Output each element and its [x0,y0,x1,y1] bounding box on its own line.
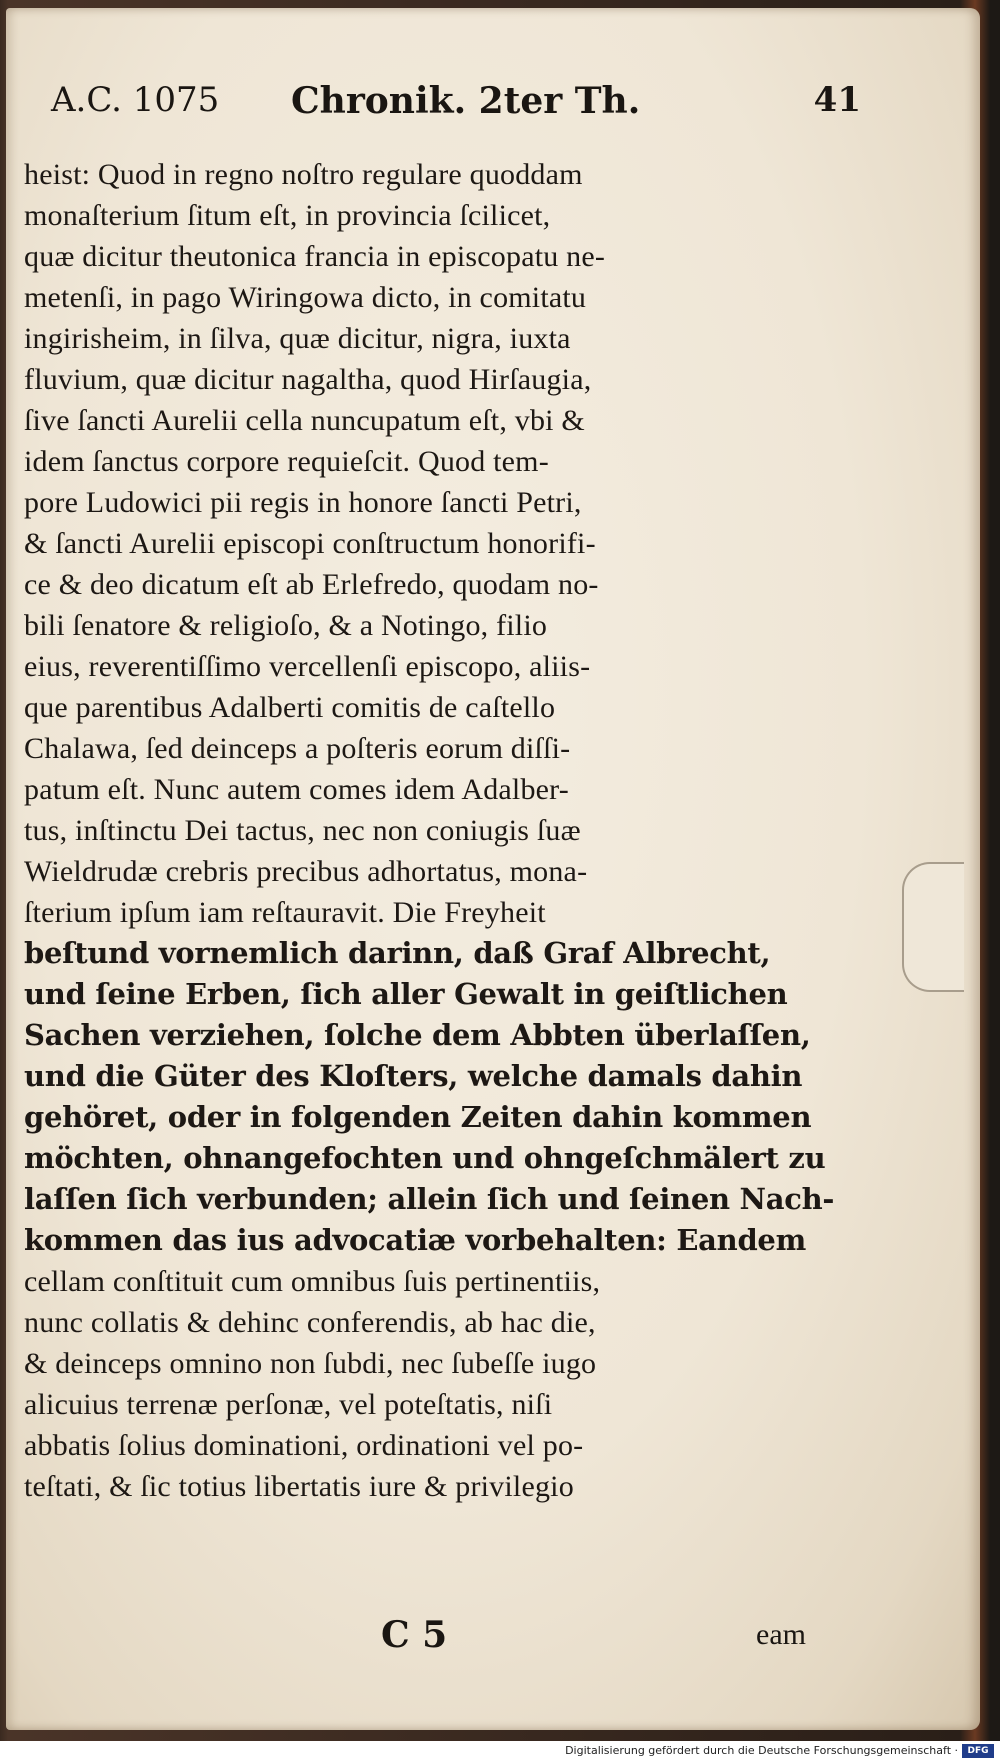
text-line: pore Ludowici pii regis in honore ſancti Petri, [24,486,582,519]
text-line: möchten, ohnangefochten und ohngeſchmälert zu [24,1141,826,1175]
text-line: ce & deo dicatum eſt ab Erlefredo, quodam no- [24,568,599,601]
page-number: 41 [813,80,861,120]
credit-bar [0,1741,1000,1761]
text-line: und die Güter des Kloſters, welche damals dahin [24,1059,803,1093]
text-line: quæ dicitur theutonica francia in episcopatu ne- [24,240,606,273]
text-line: und ſeine Erben, ſich aller Gewalt in geiſtlichen [24,977,788,1011]
text-line: beſtund vornemlich darinn, daß Graf Albrecht, [24,936,771,970]
text-line: abbatis ſolius dominationi, ordinationi vel po- [24,1429,584,1462]
page-footer [6,1614,836,1664]
credit-text: Digitalisierung gefördert durch die Deutsche Forschungsgemeinschaft · [565,1744,958,1757]
text-line: teſtati, & ſic totius libertatis iure & privilegio [24,1470,574,1503]
text-line: monaſterium ſitum eſt, in provincia ſcilicet, [24,199,551,232]
text-line: alicuius terrenæ perſonæ, vel poteſtatis, niſi [24,1388,553,1421]
book-page [6,8,980,1730]
text-line: Sachen verziehen, ſolche dem Abbten überlaſſen, [24,1018,811,1052]
text-line: & deinceps omnino non ſubdi, nec ſubeſſe iugo [24,1347,597,1380]
text-line: idem ſanctus corpore requieſcit. Quod tem- [24,445,549,478]
text-line: Wieldrudæ crebris precibus adhortatus, mona- [24,855,588,888]
text-line: ingirisheim, in ſilva, quæ dicitur, nigra, iuxta [24,322,571,355]
text-line: bili ſenatore & religioſo, & a Notingo, filio [24,609,548,642]
text-line: ſive ſancti Aurelii cella nuncupatum eſt, vbi & [24,404,585,437]
body-text [24,154,854,1507]
running-header [51,80,861,130]
text-line: patum eſt. Nunc autem comes idem Adalber- [24,773,569,806]
catchword: eam [756,1618,806,1651]
header-title: Chronik. 2ter Th. [291,80,641,122]
text-line: cellam conſtituit cum omnibus ſuis pertinentiis, [24,1265,601,1298]
text-line: heist: Quod in regno noſtro regulare quoddam [24,158,583,191]
text-line: tus, inſtinctu Dei tactus, nec non coniugis ſuæ [24,814,581,847]
text-line: ſterium ipſum iam reſtauravit. Die Freyheit [24,896,546,929]
text-line: metenſi, in pago Wiringowa dicto, in comitatu [24,281,587,314]
page-clip-tab [902,862,964,992]
text-line: gehöret, oder in folgenden Zeiten dahin kommen [24,1100,812,1134]
signature-mark: C 5 [381,1614,448,1656]
text-line: fluvium, quæ dicitur nagaltha, quod Hirſaugia, [24,363,592,396]
header-year: A.C. 1075 [51,80,220,120]
text-line: nunc collatis & dehinc conferendis, ab hac die, [24,1306,596,1339]
text-line: Chalawa, ſed deinceps a poſteris eorum diſſi- [24,732,571,765]
text-line: laſſen ſich verbunden; allein ſich und ſeinen Nach- [24,1182,835,1216]
dfg-logo: DFG [962,1744,994,1758]
text-line: que parentibus Adalberti comitis de caſtello [24,691,556,724]
text-line: & ſancti Aurelii episcopi conſtructum honorifi- [24,527,596,560]
text-line: eius, reverentiſſimo vercellenſi episcopo, aliis- [24,650,591,683]
text-line: kommen das ius advocatiæ vorbehalten: Eandem [24,1223,806,1257]
